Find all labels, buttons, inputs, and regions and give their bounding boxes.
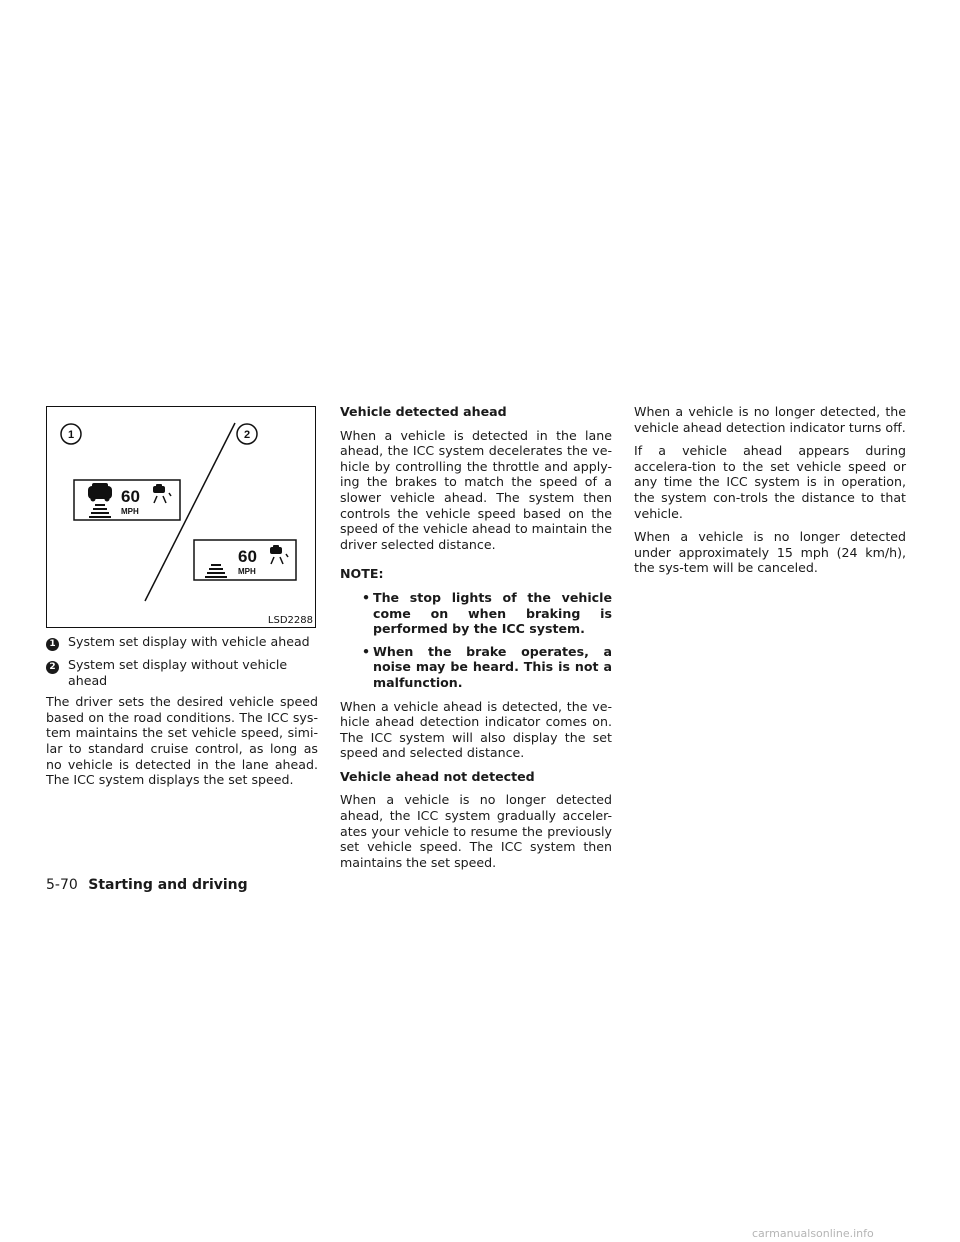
paragraph-acceleration: If a vehicle ahead appears during accelera-tion to the set vehicle speed or any time the ICC system is in operation, the system con-trols the distance to that vehicle. (634, 443, 906, 521)
heading-vehicle-not-detected: Vehicle ahead not detected (340, 768, 535, 784)
paragraph-cancel: When a vehicle is no longer detected under approximately 15 mph (24 km/h), the sys-tem will be canceled. (634, 529, 906, 576)
page-number: 5-70 (46, 877, 78, 893)
intro-paragraph: The driver sets the desired vehicle speed based on the road conditions. The ICC sys-tem maintains the set vehicle speed, simi-lar to standard cruise control, as long as no vehicle is detected in the lane ahead. The ICC system displays the set speed. (46, 694, 318, 788)
paragraph-vehicle-detected: When a vehicle is detected in the lane ahead, the ICC system decelerates the ve-hicle by controlling the throttle and apply-ing the brakes to match the speed of a slower vehicle ahead. The system then controls the vehicle speed based on the speed of the vehicle ahead to maintain the driver selected distance. (340, 427, 612, 552)
paragraph-indicator-on: When a vehicle ahead is detected, the ve-hicle ahead detection indicator comes on. The ICC system will also display the set speed and selected distance. (340, 698, 612, 761)
display-without-vehicle-ahead (194, 540, 296, 580)
heading-vehicle-detected: Vehicle detected ahead (340, 404, 507, 419)
legend-text-1: System set display with vehicle ahead (68, 634, 310, 649)
column-middle (340, 404, 612, 878)
watermark: carmanualsonline.info (752, 1227, 874, 1240)
set-speed-2: 60 (238, 547, 257, 566)
column-right (634, 404, 906, 584)
column-left (46, 404, 318, 796)
paragraph-indicator-off: When a vehicle is no longer detected, the vehicle ahead detection indicator turns off. (634, 404, 906, 435)
speed-unit-2: MPH (238, 567, 256, 576)
display-with-vehicle-ahead (74, 480, 180, 520)
paragraph-vehicle-not-detected: When a vehicle is no longer detected ahead, the ICC system gradually acceler-ates your vehicle to resume the previously set vehicle speed. The ICC system then maintains the set speed. (340, 792, 612, 870)
legend-item-1 (46, 634, 318, 651)
figure-code: LSD2288 (267, 615, 313, 626)
page-footer (46, 877, 248, 893)
note-list (340, 590, 612, 691)
figure-illustration (47, 407, 317, 629)
legend-item-2 (46, 657, 318, 688)
icc-display-figure (46, 406, 316, 628)
speed-unit-1: MPH (121, 507, 139, 516)
legend-number-2: 2 (46, 661, 59, 674)
set-speed-1: 60 (121, 487, 140, 506)
legend-text-2: System set display without vehicle ahead (68, 657, 288, 688)
callout-1-label: 1 (67, 429, 75, 441)
note-item-2: • When the brake operates, a noise may be heard. This is not a malfunction. (340, 644, 612, 691)
callout-2-label: 2 (243, 429, 251, 441)
note-item-1: • The stop lights of the vehicle come on when braking is performed by the ICC system. (340, 590, 612, 637)
legend-number-1: 1 (46, 638, 59, 651)
note-label: NOTE: (340, 566, 384, 582)
section-title: Starting and driving (88, 877, 248, 893)
